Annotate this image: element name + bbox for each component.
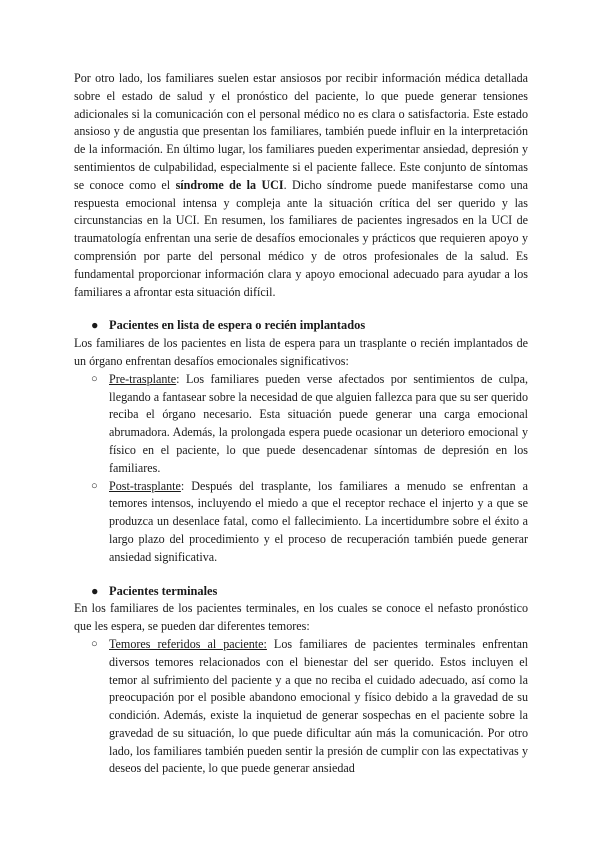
circle-bullet-icon: ○ [91, 372, 98, 385]
section1-heading [74, 317, 528, 335]
circle-bullet-icon: ○ [91, 637, 98, 650]
bullet-icon: ● [91, 318, 99, 333]
item-text: Los familiares de pacientes terminales enfrentan diversos temores relacionados con el bienestar del ser querido. Estos incluyen el temor al sufrimiento del paciente y a que no reciba el cuidado adecuado, así como la preocupación por el posible abandono emocional y físico debido a la gravedad de su condición. Además, existe la inquietud de generar sospechas en el paciente sobre la gravedad de su situación, lo que puede dificultar aún más la comunicación. Por otro lado, los familiares también pueden sentir la presión de cumplir con las expectativas y deseos del paciente, lo que puede generar ansiedad [109, 636, 528, 776]
intro-text-after: . Dicho síndrome puede manifestarse como una respuesta emocional intensa y compleja ante la situación crítica del ser querido y las circunstancias en la UCI. En resumen, los familiares de pacientes ingresados en la UCI de traumatología enfrentan una serie de desafíos emocionales y prácticos que requieren apoyo y comprensión por parte del personal médico y de otros profesionales de la salud. Es fundamental proporcionar información clara y apoyo emocional adecuado para ayudar a los familiares a afrontar esta situación difícil. [74, 177, 528, 299]
section1-item-pre [74, 371, 528, 478]
item-label: Pre-trasplante [109, 371, 177, 386]
intro-text-before: Por otro lado, los familiares suelen estar ansiosos por recibir información médica detallada sobre el estado de salud y el pronóstico del paciente, lo que puede generar tensiones adicionales si la comunicación con el personal médico no es clara o satisfactoria. Este estado ansioso y de angustia que presentan los familiares, también puede influir en la interpretación de la información. En último lugar, los familiares pueden experimentar ansiedad, depresión y sentimientos de culpabilidad, especialmente si el paciente fallece. Este conjunto de síntomas se conoce como el [74, 71, 528, 192]
item-label: Temores referidos al paciente: [109, 636, 267, 651]
intro-bold-term: síndrome de la UCI [175, 177, 284, 192]
section2-heading-text: Pacientes terminales [109, 583, 218, 598]
item-label: Post-trasplante [109, 478, 181, 493]
intro-paragraph [74, 70, 528, 301]
document-page [74, 70, 528, 778]
item-text: : Los familiares pueden verse afectados por sentimientos de culpa, llegando a fantasear sobre la necesidad de que alguien fallezca para que su ser querido reciba el órgano necesario. Esta situación puede generar una carga emocional abrumadora. Además, la prolongada espera puede ocasionar un deterioro emocional y físico en el paciente, lo que puede desencadenar síntomas de depresión en los familiares. [109, 371, 528, 475]
section1-intro: Los familiares de los pacientes en lista de espera para un trasplante o recién implantados de un órgano enfrentan desafíos emocionales significativos: [74, 336, 528, 368]
bullet-icon: ● [91, 583, 99, 598]
section1-item-post [74, 478, 528, 567]
section1-heading-text: Pacientes en lista de espera o recién implantados [109, 318, 366, 333]
section2-item-temores [74, 636, 528, 778]
section2-intro: En los familiares de los pacientes terminales, en los cuales se conoce el nefasto pronóstico que les espera, se pueden dar diferentes temores: [74, 601, 528, 634]
circle-bullet-icon: ○ [91, 479, 98, 492]
section2-heading [74, 583, 528, 601]
item-text: : Después del trasplante, los familiares a menudo se enfrentan a temores intensos, incluyendo el miedo a que el receptor rechace el injerto y a que se produzca un desenlace fatal, como el fallecimiento. La incertidumbre sobre el éxito a largo plazo del procedimiento y el proceso de recuperación también puede generar ansiedad significativa. [109, 478, 528, 564]
